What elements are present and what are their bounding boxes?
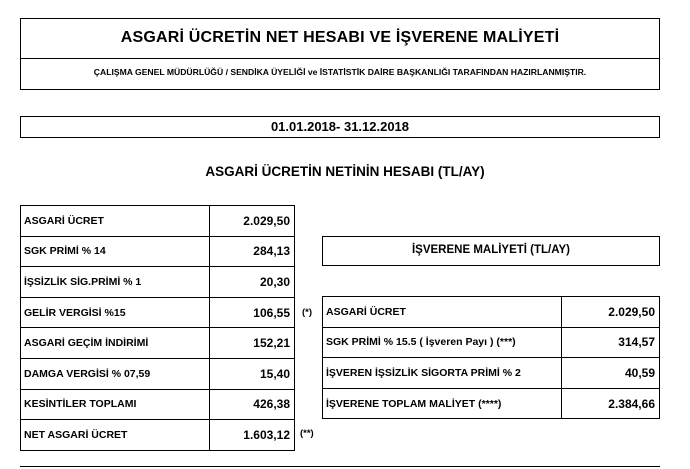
row-value: 426,38	[210, 389, 295, 420]
row-value: 152,21	[210, 328, 295, 359]
row-label: NET ASGARİ ÜCRET	[21, 420, 210, 451]
row-label: ASGARİ GEÇİM İNDİRİMİ	[21, 328, 210, 359]
row-label: GELİR VERGİSİ %15	[21, 297, 210, 328]
row-value: 2.384,66	[562, 388, 660, 419]
row-label: DAMGA VERGİSİ % 07,59	[21, 358, 210, 389]
row-value: 314,57	[562, 327, 660, 358]
row-value: 40,59	[562, 358, 660, 389]
table-row	[323, 388, 660, 419]
table-row	[323, 297, 660, 328]
row-value: 2.029,50	[562, 297, 660, 328]
employer-cost-table	[322, 296, 660, 419]
row-label: SGK PRİMİ % 14	[21, 236, 210, 267]
net-section-title: ASGARİ ÜCRETİN NETİNİN HESABI (TL/AY)	[205, 164, 485, 179]
row-label: ASGARİ ÜCRET	[21, 206, 210, 237]
row-value: 284,13	[210, 236, 295, 267]
table-row	[21, 206, 295, 237]
period-box: 01.01.2018- 31.12.2018	[20, 116, 660, 138]
row-label: İŞVEREN İŞSİZLİK SİGORTA PRİMİ % 2	[323, 358, 562, 389]
row-label: ASGARİ ÜCRET	[323, 297, 562, 328]
table-row	[21, 236, 295, 267]
table-row	[21, 358, 295, 389]
table-row	[21, 297, 295, 328]
table-row	[21, 267, 295, 298]
document-subtitle: ÇALIŞMA GENEL MÜDÜRLÜĞÜ / SENDİKA ÜYELİĞİ ve İSTATİSTİK DAİRE BAŞKANLIĞI TARAFINDAN HAZIRLANMIŞTIR.	[93, 67, 587, 77]
footnote-marker: (**)	[300, 428, 314, 439]
table-row	[323, 358, 660, 389]
employer-cost-title: İŞVERENE MALİYETİ (TL/AY)	[322, 236, 660, 266]
table-row	[21, 328, 295, 359]
row-value: 106,55	[210, 297, 295, 328]
table-row	[21, 389, 295, 420]
bottom-divider	[20, 466, 660, 467]
row-value: 20,30	[210, 267, 295, 298]
row-value: 2.029,50	[210, 206, 295, 237]
row-value: 1.603,12	[210, 420, 295, 451]
footnote-marker: (*)	[302, 307, 313, 318]
row-label: İŞVERENE TOPLAM MALİYET (****)	[323, 388, 562, 419]
row-label: KESİNTİLER TOPLAMI	[21, 389, 210, 420]
row-value: 15,40	[210, 358, 295, 389]
row-label: İŞSİZLİK SİG.PRİMİ % 1	[21, 267, 210, 298]
document-title: ASGARİ ÜCRETİN NET HESABI VE İŞVERENE MALİYETİ	[120, 29, 560, 46]
header-divider	[21, 58, 659, 59]
table-row	[323, 327, 660, 358]
table-row	[21, 420, 295, 451]
row-label: SGK PRİMİ % 15.5 ( İşveren Payı ) (***)	[323, 327, 562, 358]
header-box	[20, 18, 660, 90]
net-wage-table	[20, 205, 295, 451]
